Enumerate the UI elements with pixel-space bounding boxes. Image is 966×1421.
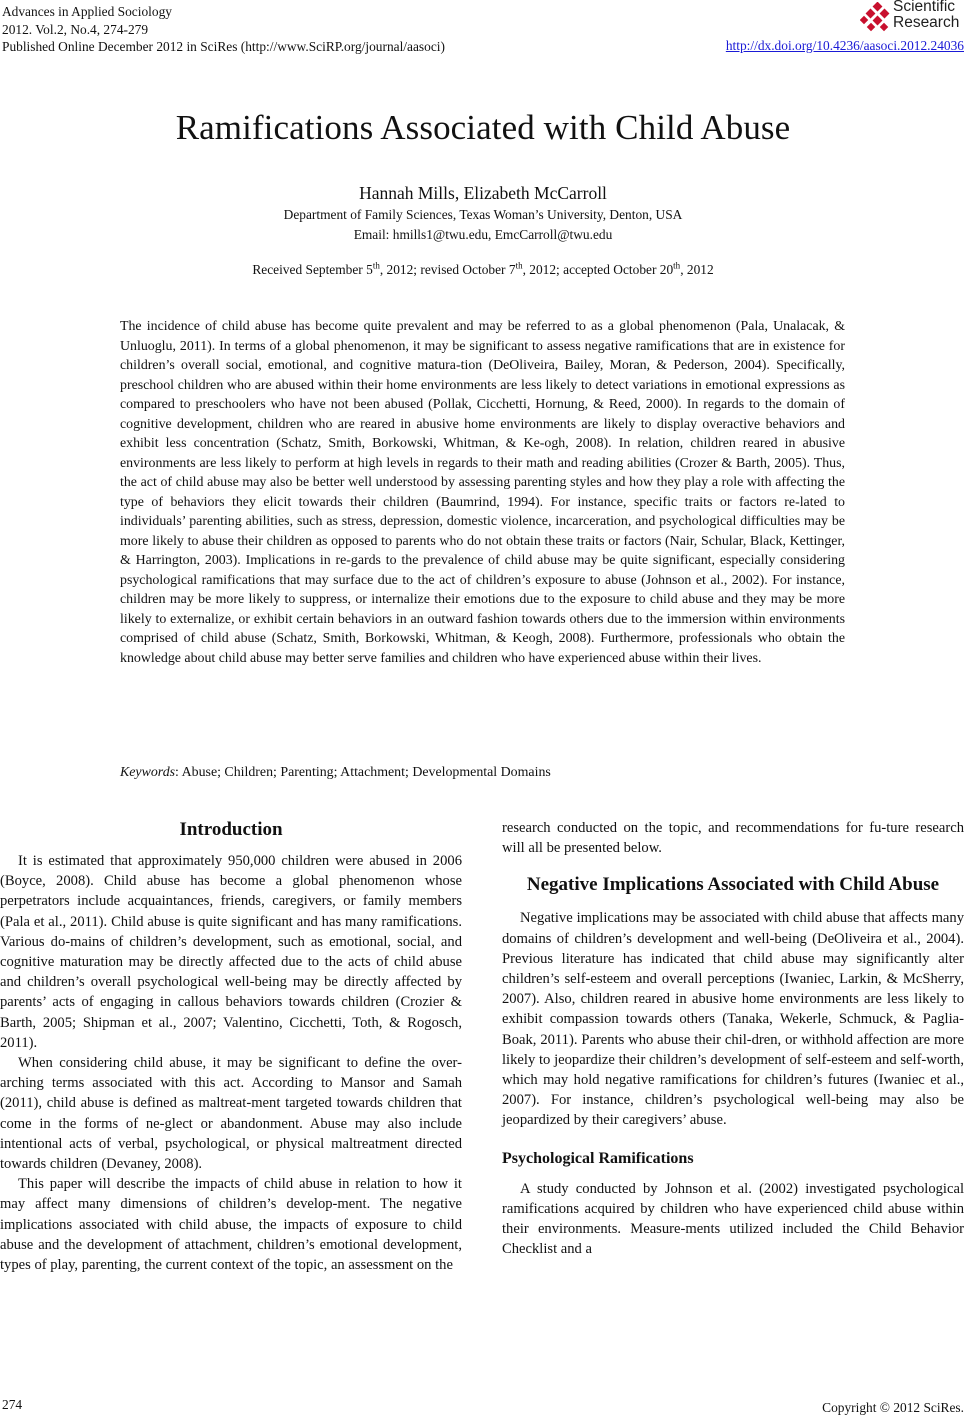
right-column [502, 818, 964, 1259]
page-number: 274 [2, 1397, 23, 1412]
left-column [0, 818, 462, 1275]
journal-header [2, 3, 445, 56]
doi-link[interactable]: http://dx.doi.org/10.4236/aasoci.2012.24036 [725, 38, 964, 53]
intro-paragraph-2: When considering child abuse, it may be significant to define the over-arching terms associated with this act. According to Mansor and Samah (2011), child abuse is defined as maltreat-ment targeted towards children that come in the forms of ne-glect or abandonment. Abuse may also include intentional acts of verbal, psychological, or physical maltreatment directed towards children (Devaney, 2008). [0, 1055, 462, 1173]
published-line: Published Online December 2012 in SciRes (http://www.SciRP.org/journal/aasoci) [2, 39, 445, 54]
logo-line-1: Scientific [893, 0, 956, 15]
paper-authors: Hannah Mills, Elizabeth McCarroll [359, 183, 607, 203]
keywords [120, 765, 551, 781]
negative-implications-paragraph: Negative implications may be associated with child abuse that affects many domains of children’s development and well-being (DeOliveira et al., 2004). Previous literature has indicated that child abuse may significantly alter children’s self-esteem and overall perceptions (Iwaniec, Larkin, & McSherry, 2007). Also, children reared in abusive home environments are less likely to exhibit compassion towards others (Tanaka, Wekerle, Schmuck, & Paglia-Boak, 2011). Parents who abuse their chil-dren, or withhold affection are more likely to jeopardize their children’s development of self-esteem and self-worth, which may hold negative ramifications for children’s futures (Iwaniec et al., 2007). For instance, children’s psychological well-being may also be jeopardized by their caregivers’ abuse. [502, 910, 964, 1129]
psychological-ramifications-heading: Psychological Ramifications [502, 1149, 694, 1167]
paper-affiliation: Department of Family Sciences, Texas Woman’s University, Denton, USA [283, 207, 683, 222]
introduction-heading: Introduction [179, 819, 283, 840]
paper-title: Ramifications Associated with Child Abuse [175, 108, 791, 147]
logo-line-2: Research [893, 14, 960, 31]
intro-paragraph-1: It is estimated that approximately 950,000 children were abused in 2006 (Boyce, 2008). Child abuse has become a global phenomenon whose perpetrators include acquaintances, friends, caregivers, or family members (Pala et al., 2011). Child abuse is quite significant and has many ramifications. Various do-mains of children’s development, such as emotional, social, and cognitive maturation may be directly affected due to the acts of child abuse and children’s overall psychological well-being may be directly affected by parents’ acts of engaging in callous behaviors towards children (Crozier & Barth, 2005; Shipman et al., 2007; Valentino, Cicchetti, Toth, & Rogosch, 2011). [0, 853, 462, 1051]
logo-diamond-icon [860, 2, 896, 34]
intro-continued: research conducted on the topic, and recommendations for fu-ture research will all be presented below. [502, 820, 964, 857]
journal-name: Advances in Applied Sociology [2, 4, 172, 19]
scientific-research-logo [860, 0, 964, 36]
abstract-text: The incidence of child abuse has become quite prevalent and may be referred to as a global phenomenon (Pala, Unalacak, & Unluoglu, 2011). In terms of a global phenomenon, it may be significant to assess negative ramifications that are in existence for children’s overall social, emotional, and cognitive matura-tion (DeOliveira, Bailey, Moran, & Pederson, 2004). Specifically, preschool children who are abused within their home environments are less likely to detect variations in emotional expressions as compared to preschoolers who have not been abused (Pollak, Cicchetti, Hornung, & Reed, 2000). In regards to the domain of cognitive development, children who are reared in abusive home environments are likely to display overactive behaviors and exhibit less concentration (Schatz, Smith, Borkowski, Whitman, & Ke-ogh, 2008). In relation, children reared in abusive environments are less likely to perform at high levels in regards to their math and reading abilities (Crozer & Barth, 2005). Thus, the act of child abuse may also be better well understood by assessing parenting styles and how they play a role with affecting the type of behaviors they elicit towards their children (Baumrind, 1994). For instance, specific traits or factors re-lated to individuals’ parenting abilities, such as stress, depression, domestic violence, incarceration, and psychological difficulties may be more likely to abuse their children as opposed to parents who do not obtain these traits or factors (Nair, Schular, Black, Kettinger, & Harrington, 2003). Implications in re-gards to the prevalence of child abuse may be quite significant, especially considering psychological ramifications that may surface due to the act of children’s exposure to abuse (Johnson et al., 2002). For instance, children may be more likely to suppress, or internalize their emotions due to the exposure to child abuse and they may be more likely to externalize, or exhibit certain behaviors in an outward fashion towards others due to the immersion within environments comprised of child abuse (Schatz, Smith, Borkowski, Whitman, & Keogh, 2008). Furthermore, professionals who obtain the knowledge about child abuse may better serve families and children who have experienced abuse within their lives. [120, 319, 845, 666]
keywords-label: Keywords [120, 765, 176, 780]
psychological-ramifications-paragraph: A study conducted by Johnson et al. (2002) investigated psychological ramifications acquired by children who have experienced child abuse within their environments. Measure-ments utilized included the Child Behavior Checklist and a [502, 1180, 964, 1258]
logo-text [893, 0, 959, 31]
intro-paragraph-3: This paper will describe the impacts of child abuse in relation to how it may affect many dimensions of children’s develop-ment. The negative implications associated with child abuse, the impacts of exposure to child abuse and the development of attachment, children’s emotional development, types of play, parenting, the current context of the topic, an assessment on the [0, 1176, 462, 1274]
keywords-list: : Abuse; Children; Parenting; Attachment; Developmental Domains [175, 765, 551, 780]
copyright: Copyright © 2012 SciRes. [822, 1400, 964, 1415]
negative-implications-heading: Negative Implications Associated with Child Abuse [526, 874, 940, 896]
received-dates: Received September 5th, 2012; revised October 7th, 2012; accepted October 20th, 2012 [252, 260, 714, 277]
paper-email: Email: hmills1@twu.edu, EmcCarroll@twu.edu [353, 227, 613, 242]
abstract [120, 317, 845, 668]
journal-volume: 2012. Vol.2, No.4, 274-279 [2, 21, 149, 37]
